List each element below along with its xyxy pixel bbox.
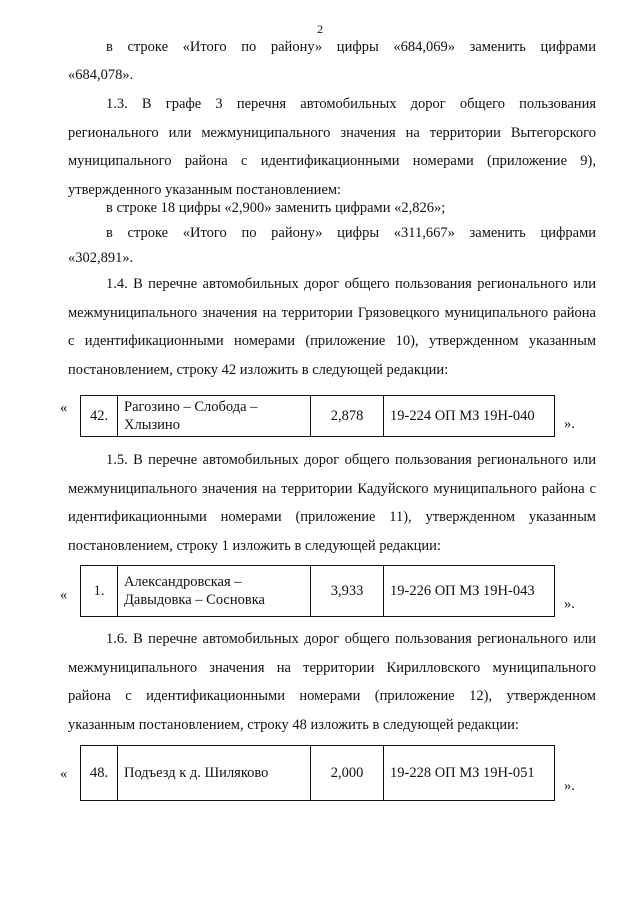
table-row [81,566,555,617]
paragraph-1-3: 1.3. В графе 3 перечня автомобильных дорог общего пользования регионального или межмуниципального значения на территории Вытегорского муниципального района с идентификационными номерами (приложение 9), утвержденного указанным постановлением: [68,96,596,198]
table-1-4 [80,395,555,437]
table-1-5-close-quote: ». [564,596,575,612]
paragraph-1-3-total-line2: «302,891». [68,250,134,266]
table-1-6 [80,745,555,801]
row-number: 42. [81,396,118,437]
para-a-line2: «684,078». [68,67,134,83]
paragraph-1-5: 1.5. В перечне автомобильных дорог общего пользования регионального или межмуниципального значения на территории Кадуйского муниципального района с идентификационными номерами (приложение 11), утвержденном указанным постановлением, строку 1 изложить в следующей редакции: [68,452,596,554]
table-1-5 [80,565,555,617]
paragraph-1-3-row18: в строке 18 цифры «2,900» заменить цифрами «2,826»; [106,200,446,216]
road-length: 2,000 [311,746,384,801]
road-length: 2,878 [311,396,384,437]
page-number: 2 [317,22,323,36]
row-number: 1. [81,566,118,617]
table-1-4-open-quote: « [60,400,68,416]
road-name: Подъезд к д. Шиляково [118,746,311,801]
road-id: 19-228 ОП МЗ 19Н-051 [384,746,555,801]
table-1-4-close-quote: ». [564,416,575,432]
road-id: 19-224 ОП МЗ 19Н-040 [384,396,555,437]
paragraph-1-6: 1.6. В перечне автомобильных дорог общего пользования регионального или межмуниципального значения на территории Кирилловского муниципального района с идентификационными номерами (приложение 12), утвержденном указанным постановлением, строку 48 изложить в следующей редакции: [68,631,596,733]
para-a-line1: в строке «Итого по району» цифры «684,069» заменить цифрами [106,39,596,55]
paragraph-1-4: 1.4. В перечне автомобильных дорог общего пользования регионального или межмуниципального значения на территории Грязовецкого муниципального района с идентификационными номерами (приложение 10), утвержденном указанным постановлением, строку 42 изложить в следующей редакции: [68,276,596,378]
paragraph-1-3-total-line1: в строке «Итого по району» цифры «311,667» заменить цифрами [106,225,596,241]
table-row [81,396,555,437]
row-number: 48. [81,746,118,801]
table-row [81,746,555,801]
table-1-6-close-quote: ». [564,778,575,794]
table-1-6-open-quote: « [60,766,68,782]
road-length: 3,933 [311,566,384,617]
road-name: Александровская – Давыдовка – Сосновка [118,566,311,617]
road-name: Рагозино – Слобода – Хлызино [118,396,311,437]
table-1-5-open-quote: « [60,587,68,603]
road-id: 19-226 ОП МЗ 19Н-043 [384,566,555,617]
